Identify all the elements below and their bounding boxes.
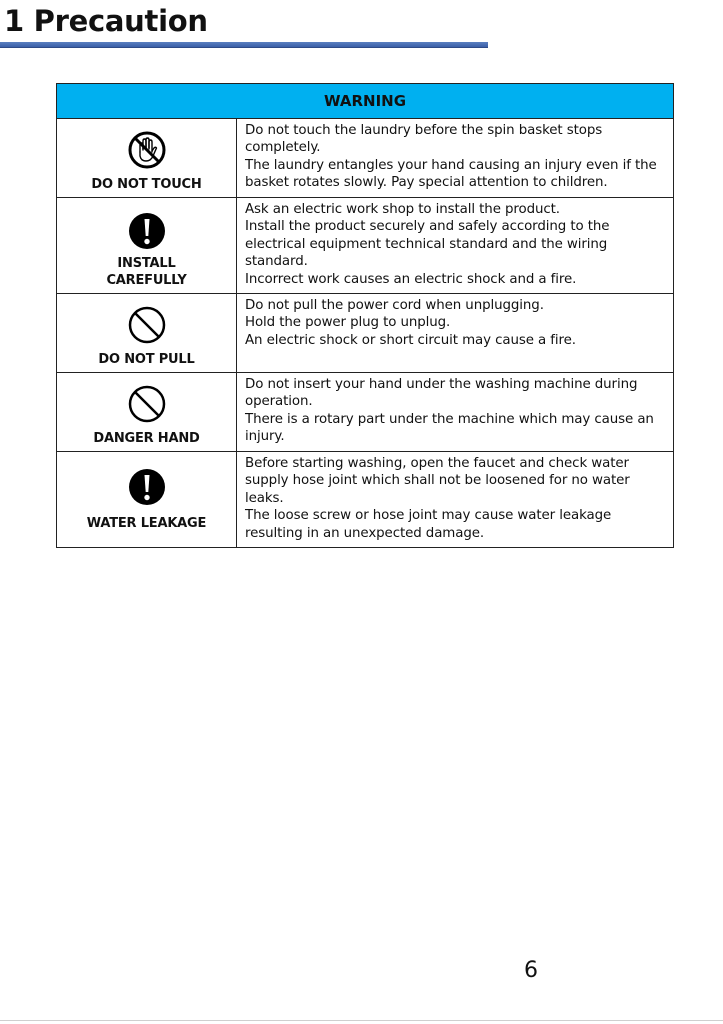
icon-label: DO NOT TOUCH: [91, 177, 202, 192]
prohibition-icon: [127, 305, 167, 345]
table-row: [57, 198, 674, 294]
icon-cell: [57, 198, 237, 294]
exclamation-icon: [127, 467, 167, 507]
page-title: 1 Precaution: [4, 4, 208, 38]
icon-cell: [57, 294, 237, 373]
table-row: [57, 373, 674, 452]
table-row: [57, 452, 674, 548]
icon-label: DANGER HAND: [93, 431, 200, 446]
warning-text: Ask an electric work shop to install the product. Install the product securely and safely according to the electrical equipment technical standard and the wiring standard. Incorrect work causes an electric shock and a fire.: [237, 198, 674, 294]
warning-text: Do not touch the laundry before the spin basket stops completely. The laundry entangles your hand causing an injury even if the basket rotates slowly. Pay special attention to children.: [237, 119, 674, 198]
icon-label: INSTALL CAREFULLY: [106, 256, 187, 288]
warning-table: [56, 83, 674, 548]
icon-label: DO NOT PULL: [98, 352, 195, 367]
warning-header: WARNING: [57, 84, 674, 119]
page-number: 6: [524, 958, 538, 983]
icon-cell: [57, 119, 237, 198]
do-not-touch-hand-icon: [127, 130, 167, 170]
icon-cell: [57, 452, 237, 548]
icon-cell: [57, 373, 237, 452]
warning-text: Do not pull the power cord when unplugging. Hold the power plug to unplug. An electric shock or short circuit may cause a fire.: [237, 294, 674, 373]
icon-label: WATER LEAKAGE: [86, 516, 207, 531]
warning-text: Do not insert your hand under the washing machine during operation. There is a rotary part under the machine which may cause an injury.: [237, 373, 674, 452]
warning-text: Before starting washing, open the faucet and check water supply hose joint which shall not be loosened for no water leaks. The loose screw or hose joint may cause water leakage resulting in an unexpected damage.: [237, 452, 674, 548]
exclamation-icon: [127, 211, 167, 251]
table-row: [57, 119, 674, 198]
footer-divider: [0, 1020, 723, 1021]
table-row: [57, 294, 674, 373]
prohibition-icon: [127, 384, 167, 424]
title-underline: [0, 42, 488, 48]
